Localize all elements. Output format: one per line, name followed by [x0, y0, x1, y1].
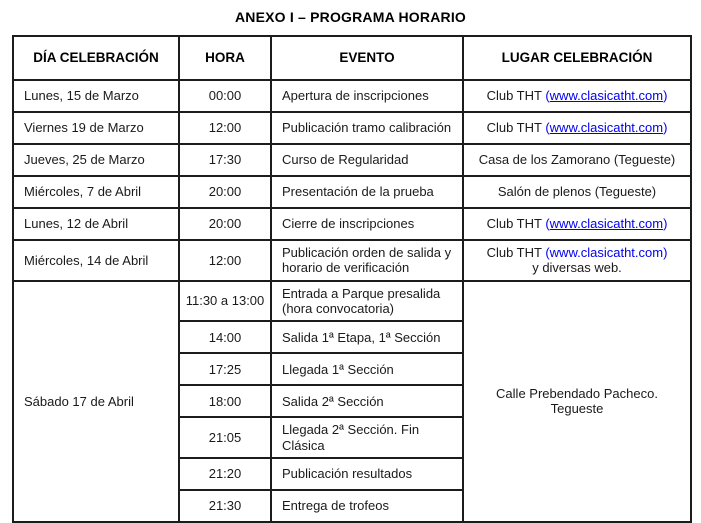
page-title: ANEXO I – PROGRAMA HORARIO	[234, 9, 467, 25]
evento-cell: Apertura de inscripciones	[271, 80, 463, 112]
evento-cell: Llegada 1ª Sección	[271, 353, 463, 385]
table-row	[13, 80, 691, 112]
hora-cell: 20:00	[179, 208, 271, 240]
lugar-cell	[463, 80, 691, 112]
table-row	[13, 281, 691, 322]
dia-cell: Viernes 19 de Marzo	[13, 112, 179, 144]
evento-cell: Publicación resultados	[271, 458, 463, 490]
evento-cell: Curso de Regularidad	[271, 144, 463, 176]
hora-cell: 21:20	[179, 458, 271, 490]
hora-cell: 17:25	[179, 353, 271, 385]
evento-cell: Publicación orden de salida y horario de verificación	[271, 240, 463, 281]
hora-cell: 21:05	[179, 417, 271, 458]
clasicatht-link[interactable]: (www.clasicatht.com)	[545, 120, 668, 136]
header-row	[13, 36, 691, 80]
table-row	[13, 176, 691, 208]
clasicatht-link[interactable]: (www.clasicatht.com)	[545, 88, 668, 104]
dia-cell: Jueves, 25 de Marzo	[13, 144, 179, 176]
programa-horario-table	[12, 35, 692, 523]
evento-cell: Publicación tramo calibración	[271, 112, 463, 144]
lugar-cell-sabado: Calle Prebendado Pacheco. Tegueste	[463, 281, 691, 522]
clasicatht-link[interactable]: (www.clasicatht.com)	[545, 216, 668, 232]
hora-cell: 00:00	[179, 80, 271, 112]
clasicatht-link[interactable]: (www.clasicatht.com)	[545, 245, 668, 260]
lugar-cell: Salón de plenos (Tegueste)	[463, 176, 691, 208]
lugar-text: Club THT	[486, 88, 546, 104]
hora-cell: 11:30 a 13:00	[179, 281, 271, 322]
lugar-text: Club THT	[486, 120, 546, 136]
dia-cell-sabado: Sábado 17 de Abril	[13, 281, 179, 522]
table-row	[13, 240, 691, 281]
hora-cell: 20:00	[179, 176, 271, 208]
evento-cell: Presentación de la prueba	[271, 176, 463, 208]
evento-cell: Cierre de inscripciones	[271, 208, 463, 240]
hora-cell: 14:00	[179, 321, 271, 353]
lugar-cell	[463, 240, 691, 281]
dia-cell: Miércoles, 14 de Abril	[13, 240, 179, 281]
hora-cell: 21:30	[179, 490, 271, 522]
evento-cell: Salida 1ª Etapa, 1ª Sección	[271, 321, 463, 353]
lugar-note: y diversas web.	[532, 260, 622, 276]
hora-cell: 12:00	[179, 240, 271, 281]
dia-cell: Miércoles, 7 de Abril	[13, 176, 179, 208]
hora-cell: 17:30	[179, 144, 271, 176]
header-dia-celebracion: DÍA CELEBRACIÓN	[13, 36, 179, 80]
table-row	[13, 208, 691, 240]
evento-cell: Entrega de trofeos	[271, 490, 463, 522]
lugar-cell	[463, 208, 691, 240]
evento-cell: Salida 2ª Sección	[271, 385, 463, 417]
dia-cell: Lunes, 12 de Abril	[13, 208, 179, 240]
header-evento: EVENTO	[271, 36, 463, 80]
lugar-text: Club THT	[486, 245, 546, 260]
evento-cell: Llegada 2ª Sección. Fin Clásica	[271, 417, 463, 458]
hora-cell: 18:00	[179, 385, 271, 417]
hora-cell: 12:00	[179, 112, 271, 144]
table-row	[13, 144, 691, 176]
dia-cell: Lunes, 15 de Marzo	[13, 80, 179, 112]
table-row	[13, 112, 691, 144]
lugar-cell	[463, 112, 691, 144]
evento-cell: Entrada a Parque presalida (hora convocatoria)	[271, 281, 463, 322]
lugar-cell: Casa de los Zamorano (Tegueste)	[463, 144, 691, 176]
header-hora: HORA	[179, 36, 271, 80]
header-lugar-celebracion: LUGAR CELEBRACIÓN	[463, 36, 691, 80]
lugar-text: Club THT	[486, 216, 546, 232]
